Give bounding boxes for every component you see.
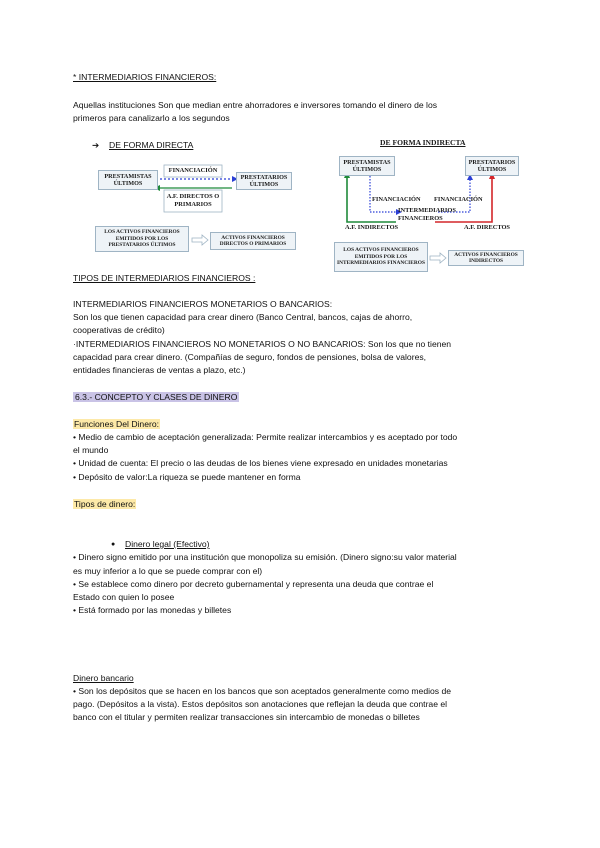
indirect-lenders-box: PRESTAMISTAS ÚLTIMOS xyxy=(339,156,395,176)
monetary-title: INTERMEDIARIOS FINANCIEROS MONETARIOS O BANCARIOS: xyxy=(73,299,333,309)
functions-title xyxy=(73,418,160,431)
non-monetary-line-2: capacidad para crear dinero. (Compañías de seguro, fondos de pensiones, bolsa de valores, xyxy=(73,352,427,362)
legal-line-2: es muy inferior a lo que se puede comprar con el) xyxy=(73,566,263,576)
monetary-line-1: Son los que tienen capacidad para crear dinero (Banco Central, bancos, cajas de ahorro, xyxy=(73,312,413,322)
legal-line-5: • Está formado por las monedas y billetes xyxy=(73,605,232,615)
direct-af-label: A.F. DIRECTOS O PRIMARIOS xyxy=(166,193,220,208)
bank-title: Dinero bancario xyxy=(73,673,134,683)
direct-title: DE FORMA DIRECTA xyxy=(109,140,194,150)
monetary-line-2: cooperativas de crédito) xyxy=(73,325,165,335)
indirect-blue-left xyxy=(370,176,397,212)
bank-line-2: pago. (Depósitos a la vista). Estos depósitos son anotaciones que reflejan la deuda que contrae el xyxy=(73,699,448,709)
functions-line-1: • Medio de cambio de aceptación generalizada: Permite realizar intercambios y es aceptado por todo xyxy=(73,432,458,442)
intro-line-2: primeros para canalizarlo a los segundos xyxy=(73,113,230,123)
indirect-intermediaries-label: INTERMEDIARIOS FINANCIEROS xyxy=(398,207,456,222)
direct-borrowers-box: PRESTATARIOS ÚLTIMOS xyxy=(236,172,292,190)
types-money-title-text: Tipos de dinero: xyxy=(74,499,136,509)
indirect-financing-left: FINANCIACIÓN xyxy=(372,196,421,203)
types-heading: TIPOS DE INTERMEDIARIOS FINANCIEROS : xyxy=(73,273,256,283)
indirect-assets-indirect-box: ACTIVOS FINANCIEROS INDIRECTOS xyxy=(448,250,524,266)
legal-line-4: Estado con quien lo posee xyxy=(73,592,175,602)
non-monetary-line-1: ·INTERMEDIARIOS FINANCIEROS NO MONETARIOS O NO BANCARIOS: Son los que no tienen xyxy=(73,339,452,349)
legal-bullet-icon: ● xyxy=(111,541,116,548)
functions-line-2: el mundo xyxy=(73,445,109,455)
functions-title-text: Funciones Del Dinero: xyxy=(74,419,160,429)
indirect-borrowers-box: PRESTATARIOS ÚLTIMOS xyxy=(465,156,519,176)
types-money-title xyxy=(73,498,136,511)
section-title xyxy=(73,391,239,404)
indirect-assets-arrow-icon xyxy=(430,253,446,263)
indirect-af-indirect: A.F. INDIRECTOS xyxy=(345,224,399,231)
bank-line-3: banco con el titular y permiten realizar transacciones sin intercambio de monedas o billetes xyxy=(73,712,420,722)
direct-lenders-box: PRESTAMISTAS ÚLTIMOS xyxy=(98,170,158,190)
direct-assets-direct-box: ACTIVOS FINANCIEROS DIRECTOS O PRIMARIOS xyxy=(210,232,296,250)
bank-line-1: • Son los depósitos que se hacen en los bancos que son aceptados generalmente como medios de xyxy=(73,686,452,696)
legal-title: Dinero legal (Efectivo) xyxy=(125,539,210,549)
direct-arrow-icon: ➔ xyxy=(92,140,100,150)
page-heading: * INTERMEDIARIOS FINANCIEROS: xyxy=(73,72,217,82)
indirect-af-direct: A.F. DIRECTOS xyxy=(464,224,510,231)
direct-assets-emitted-box: LOS ACTIVOS FINANCIEROS EMITIDOS POR LOS PRESTATARIOS ÚLTIMOS xyxy=(95,226,189,252)
section-title-text: 6.3.- CONCEPTO Y CLASES DE DINERO xyxy=(75,392,238,402)
non-monetary-line-3: entidades financieras de ventas a plazo, etc.) xyxy=(73,365,246,375)
legal-line-1: • Dinero signo emitido por una institución que monopoliza su emisión. (Dinero signo:su valor material xyxy=(73,552,457,562)
indirect-title: DE FORMA INDIRECTA xyxy=(380,138,466,147)
indirect-financing-right: FINANCIACIÓN xyxy=(434,196,483,203)
intro-line-1: Aquellas instituciones Son que median entre ahorradores e inversores tomando el dinero de los xyxy=(73,100,438,110)
functions-line-4: • Depósito de valor:La riqueza se puede mantener en forma xyxy=(73,472,301,482)
functions-line-3: • Unidad de cuenta: El precio o las deudas de los bienes viene expresado en unidades monetarias xyxy=(73,458,448,468)
indirect-assets-emitted-box: LOS ACTIVOS FINANCIEROS EMITIDOS POR LOS INTERMEDIARIOS FINANCIEROS xyxy=(334,242,428,272)
legal-line-3: • Se establece como dinero por decreto gubernamental y representa una deuda que contrae el xyxy=(73,579,434,589)
direct-financing-label: FINANCIACIÓN xyxy=(168,167,218,174)
